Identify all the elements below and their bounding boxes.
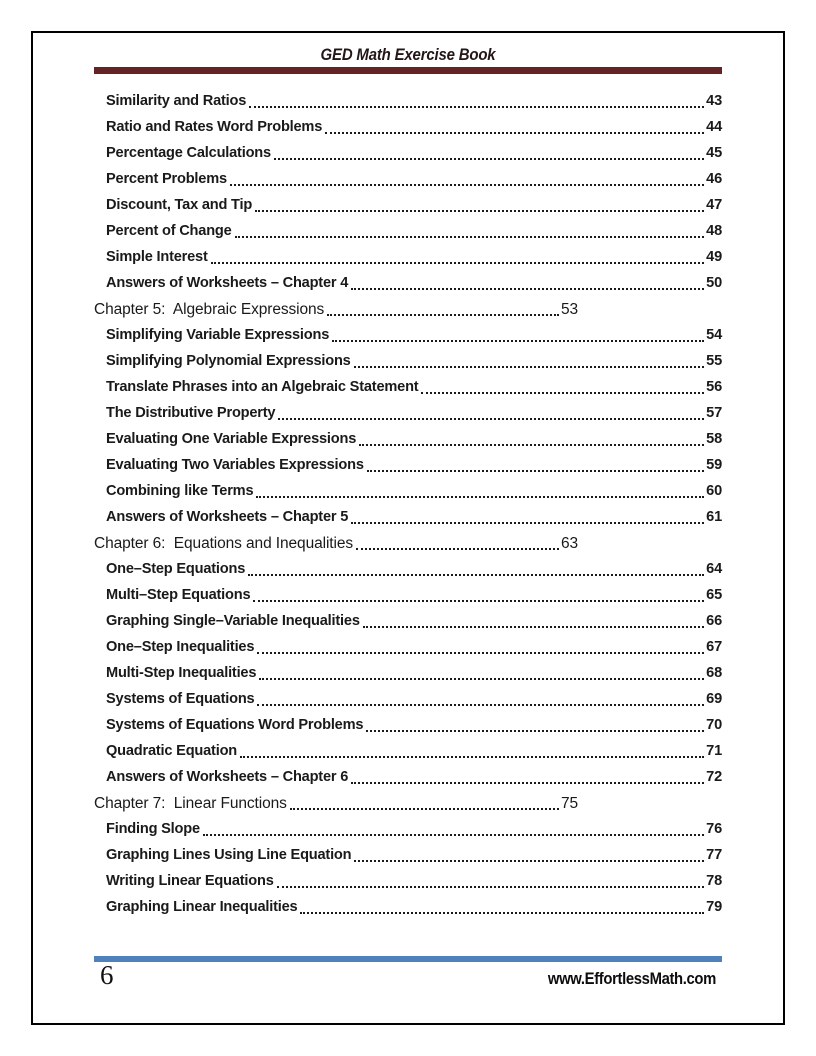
- toc-entry-label: Percent of Change: [106, 223, 232, 240]
- toc-entry-page-number: 64: [706, 561, 722, 578]
- dot-leader: [290, 808, 559, 810]
- dot-leader: [300, 912, 704, 914]
- toc-entry-label: Translate Phrases into an Algebraic Statement: [106, 379, 419, 396]
- toc-entry-label: Answers of Worksheets – Chapter 4: [106, 275, 349, 292]
- toc-entry-page-number: 43: [706, 93, 722, 110]
- toc-entry-label: Finding Slope: [106, 821, 200, 838]
- toc-entry-label: Chapter 6: Equations and Inequalities: [94, 534, 354, 552]
- toc-entry[interactable]: [94, 478, 722, 504]
- toc-entry-label: Quadratic Equation: [106, 743, 238, 760]
- toc-entry[interactable]: [94, 296, 578, 322]
- dot-leader: [257, 704, 704, 706]
- toc-entry-label: Chapter 5: Algebraic Expressions: [94, 300, 325, 318]
- dot-leader: [230, 184, 704, 186]
- toc-entry[interactable]: [94, 764, 722, 790]
- toc-entry[interactable]: [94, 426, 722, 452]
- dot-leader: [257, 652, 704, 654]
- toc-entry-page-number: 54: [706, 327, 722, 344]
- toc-entry-page-number: 60: [706, 483, 722, 500]
- dot-leader: [332, 340, 704, 342]
- toc-entry-label: Graphing Lines Using Line Equation: [106, 847, 352, 864]
- toc-entry-page-number: 56: [706, 379, 722, 396]
- footer-rule: [94, 956, 722, 962]
- dot-leader: [248, 574, 704, 576]
- toc-entry-page-number: 57: [706, 405, 722, 422]
- toc-entry[interactable]: [94, 556, 722, 582]
- toc-entry-label: Simplifying Polynomial Expressions: [106, 353, 351, 370]
- toc-entry-page-number: 70: [706, 717, 722, 734]
- toc-entry[interactable]: [94, 140, 722, 166]
- toc-entry-label: Systems of Equations Word Problems: [106, 717, 364, 734]
- toc-entry-page-number: 63: [560, 534, 578, 552]
- dot-leader: [259, 678, 704, 680]
- dot-leader: [274, 158, 704, 160]
- toc-entry-label: The Distributive Property: [106, 405, 276, 422]
- toc-entry-page-number: 58: [706, 431, 722, 448]
- dot-leader: [354, 366, 705, 368]
- dot-leader: [351, 288, 704, 290]
- toc-entry-label: Graphing Linear Inequalities: [106, 899, 298, 916]
- toc-entry-label: Multi-Step Inequalities: [106, 665, 257, 682]
- toc-entry-page-number: 69: [706, 691, 722, 708]
- website-link[interactable]: www.EffortlessMath.com: [547, 970, 716, 988]
- dot-leader: [367, 470, 704, 472]
- toc-entry[interactable]: [94, 894, 722, 920]
- toc-entry-label: Combining like Terms: [106, 483, 254, 500]
- toc-entry-label: Discount, Tax and Tip: [106, 197, 253, 214]
- toc-entry[interactable]: [94, 374, 722, 400]
- toc-entry[interactable]: [94, 738, 722, 764]
- toc-entry-page-number: 67: [706, 639, 722, 656]
- dot-leader: [240, 756, 704, 758]
- toc-entry-label: Evaluating Two Variables Expressions: [106, 457, 364, 474]
- toc-entry-page-number: 75: [560, 794, 578, 812]
- dot-leader: [351, 782, 704, 784]
- toc-entry-label: Chapter 7: Linear Functions: [94, 794, 287, 812]
- toc-entry[interactable]: [94, 634, 722, 660]
- toc-entry-label: Simple Interest: [106, 249, 208, 266]
- toc-entry-page-number: 55: [706, 353, 722, 370]
- dot-leader: [366, 730, 704, 732]
- toc-entry-page-number: 66: [706, 613, 722, 630]
- toc-entry-page-number: 61: [706, 509, 722, 526]
- toc-entry-page-number: 65: [706, 587, 722, 604]
- dot-leader: [359, 444, 704, 446]
- toc-entry-label: Evaluating One Variable Expressions: [106, 431, 357, 448]
- toc-entry-page-number: 49: [706, 249, 722, 266]
- toc-entry-page-number: 44: [706, 119, 722, 136]
- toc-entry-page-number: 68: [706, 665, 722, 682]
- toc-entry[interactable]: [94, 348, 722, 374]
- dot-leader: [363, 626, 704, 628]
- toc-entry[interactable]: [94, 88, 722, 114]
- dot-leader: [356, 548, 559, 550]
- toc-entry[interactable]: [94, 712, 722, 738]
- header-rule: [94, 67, 722, 74]
- toc-entry-page-number: 72: [706, 769, 722, 786]
- toc-entry-page-number: 53: [560, 300, 578, 318]
- toc-entry-page-number: 59: [706, 457, 722, 474]
- toc-entry-label: Graphing Single–Variable Inequalities: [106, 613, 360, 630]
- dot-leader: [277, 886, 705, 888]
- toc-entry[interactable]: [94, 660, 722, 686]
- toc-entry-label: Answers of Worksheets – Chapter 6: [106, 769, 349, 786]
- toc-entry-page-number: 76: [706, 821, 722, 838]
- toc-entry[interactable]: [94, 686, 722, 712]
- toc-entry-page-number: 48: [706, 223, 722, 240]
- toc-entry-label: Writing Linear Equations: [106, 873, 274, 890]
- toc-entry-label: Multi–Step Equations: [106, 587, 251, 604]
- dot-leader: [351, 522, 704, 524]
- toc-entry[interactable]: [94, 608, 722, 634]
- toc-entry-page-number: 50: [706, 275, 722, 292]
- toc-entry[interactable]: [94, 868, 722, 894]
- toc-entry[interactable]: [94, 400, 722, 426]
- toc-entry-label: Ratio and Rates Word Problems: [106, 119, 323, 136]
- toc-entry-page-number: 79: [706, 899, 722, 916]
- toc-entry-page-number: 77: [706, 847, 722, 864]
- dot-leader: [211, 262, 705, 264]
- toc-entry[interactable]: [94, 790, 578, 816]
- dot-leader: [327, 314, 559, 316]
- toc-entry-page-number: 46: [706, 171, 722, 188]
- dot-leader: [256, 496, 704, 498]
- toc-entry-label: Answers of Worksheets – Chapter 5: [106, 509, 349, 526]
- dot-leader: [249, 106, 704, 108]
- toc-entry-label: One–Step Equations: [106, 561, 246, 578]
- toc-entry[interactable]: [94, 842, 722, 868]
- toc-entry[interactable]: [94, 452, 722, 478]
- toc-entry-label: Percent Problems: [106, 171, 227, 188]
- toc-entry-label: Percentage Calculations: [106, 145, 271, 162]
- table-of-contents: [94, 88, 722, 920]
- toc-entry-page-number: 45: [706, 145, 722, 162]
- dot-leader: [235, 236, 705, 238]
- toc-entry-label: One–Step Inequalities: [106, 639, 255, 656]
- toc-entry-page-number: 71: [706, 743, 722, 760]
- dot-leader: [325, 132, 704, 134]
- toc-entry[interactable]: [94, 166, 722, 192]
- toc-entry[interactable]: [94, 192, 722, 218]
- dot-leader: [203, 834, 704, 836]
- page-number: 6: [100, 960, 114, 990]
- dot-leader: [354, 860, 704, 862]
- toc-entry[interactable]: [94, 504, 722, 530]
- toc-entry[interactable]: [94, 582, 722, 608]
- toc-entry[interactable]: [94, 530, 578, 556]
- toc-entry[interactable]: [94, 322, 722, 348]
- dot-leader: [278, 418, 704, 420]
- toc-entry-page-number: 78: [706, 873, 722, 890]
- toc-entry-label: Simplifying Variable Expressions: [106, 327, 330, 344]
- toc-entry-page-number: 47: [706, 197, 722, 214]
- page-header-title: GED Math Exercise Book: [320, 45, 496, 64]
- dot-leader: [421, 392, 704, 394]
- toc-entry[interactable]: [94, 244, 722, 270]
- toc-entry-label: Systems of Equations: [106, 691, 255, 708]
- toc-entry[interactable]: [94, 114, 722, 140]
- dot-leader: [255, 210, 704, 212]
- toc-entry[interactable]: [94, 270, 722, 296]
- toc-entry[interactable]: [94, 816, 722, 842]
- dot-leader: [253, 600, 704, 602]
- toc-entry[interactable]: [94, 218, 722, 244]
- toc-entry-label: Similarity and Ratios: [106, 93, 247, 110]
